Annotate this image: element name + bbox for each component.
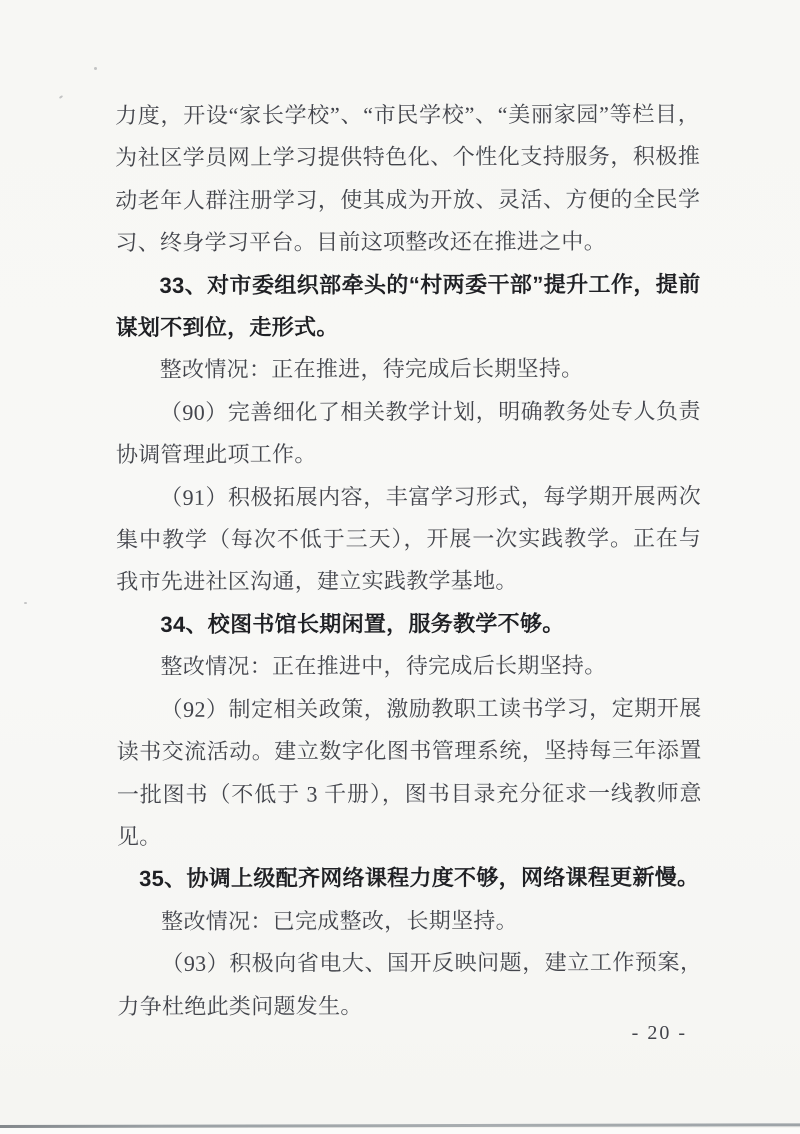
paragraph: 整改情况：已完成整改，长期坚持。 (161, 907, 519, 934)
page-number: - 20 - (631, 1022, 687, 1044)
paper-bottom-edge (0, 1123, 800, 1127)
paper-speck (24, 602, 27, 604)
paper-speck (94, 67, 97, 70)
paragraph: （90）完善细化了相关教学计划，明确教务处专人负责协调管理此项工作。 (115, 398, 701, 468)
paragraph: 力度，开设“家长学校”、“市民学校”、“美丽家园”等栏目，为社区学员网上学习提供特色化、个性化支持服务，积极推动老年人群注册学习，使其成为开放、灵活、方便的全民学习、终身学习平台。目前这项整改还在推进之中。 (115, 101, 701, 256)
paragraph: （92）制定相关政策，激励教职工读书学习，定期开展读书交流活动。建立数字化图书管理系统，坚持每三年添置一批图书（不低于 3 千册），图书目录充分征求一线教师意见。 (116, 695, 702, 849)
issue-heading: 33、对市委组织部牵头的“村两委干部”提升工作，提前谋划不到位，走形式。 (115, 271, 701, 341)
scanner-background-strip (0, 1128, 800, 1134)
issue-heading: 35、协调上级配齐网络课程力度不够，网络课程更新慢。 (139, 864, 700, 892)
paragraph: （93）积极向省电大、国开反映问题，建立工作预案，力争杜绝此类问题发生。 (117, 949, 703, 1019)
paragraph: 整改情况：正在推进中，待完成后长期坚持。 (160, 652, 607, 680)
issue-heading: 34、校图书馆长期闲置，服务教学不够。 (160, 610, 565, 637)
document-body (115, 93, 702, 1027)
paragraph: 整改情况：正在推进，待完成后长期坚持。 (159, 356, 584, 383)
paragraph: （91）积极拓展内容，丰富学习形式，每学期开展两次集中教学（每次不低于三天），开展一次实践教学。正在与我市先进社区沟通，建立实践教学基地。 (116, 483, 702, 595)
paper-speck (59, 95, 63, 99)
